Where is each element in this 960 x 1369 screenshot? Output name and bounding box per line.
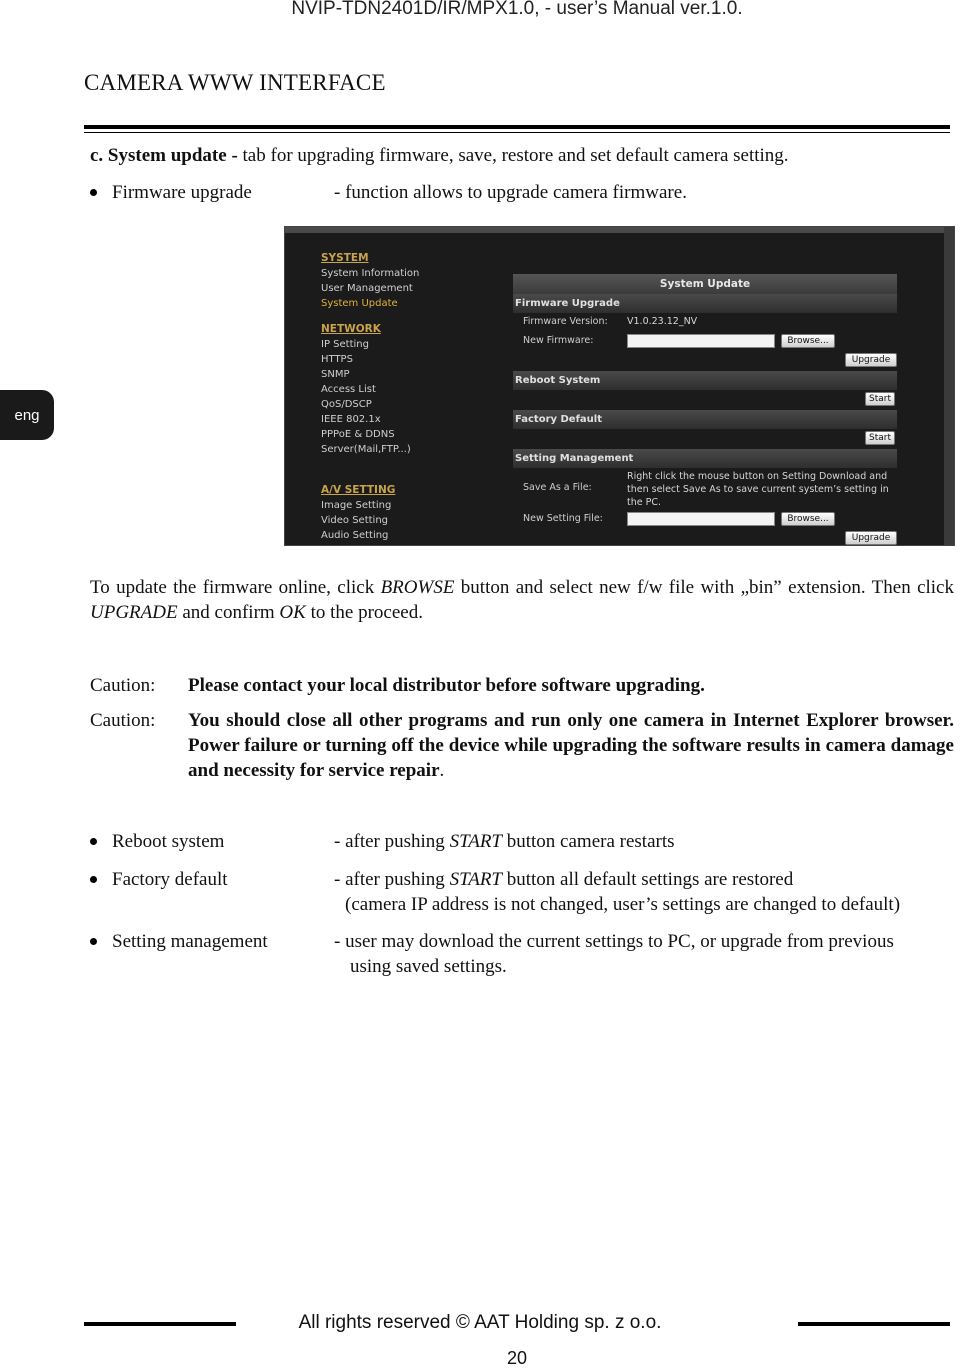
- new-setting-file-label: New Setting File:: [523, 513, 603, 524]
- caution-text-2: [188, 708, 954, 783]
- header-rule-thin: [84, 132, 950, 133]
- update-ok-word: OK: [279, 602, 306, 623]
- update-text-2: button and select new f/w file with „bin” extension. Then click: [454, 577, 954, 598]
- page-number: 20: [506, 1348, 528, 1368]
- row-factory: [513, 429, 897, 448]
- system-update-panel: [513, 274, 897, 546]
- panel-title: System Update: [513, 274, 897, 294]
- nav-item-server[interactable]: Server(Mail,FTP...): [321, 444, 411, 455]
- caution-text-1: Please contact your local distributor before software upgrading.: [188, 675, 705, 696]
- section-setting-management: Setting Management: [513, 449, 897, 468]
- setting-browse-button[interactable]: Browse...: [781, 512, 835, 526]
- intro-paragraph: [90, 143, 789, 168]
- reboot-start-button[interactable]: Start: [865, 392, 895, 406]
- setting-upgrade-button[interactable]: Upgrade: [845, 531, 897, 545]
- nav-item-https[interactable]: HTTPS: [321, 354, 353, 365]
- nav-section-system[interactable]: SYSTEM: [321, 252, 369, 264]
- caution-label-2: Caution:: [90, 710, 156, 731]
- nav-item-pppoe-ddns[interactable]: PPPoE & DDNS: [321, 429, 395, 440]
- nav-item-ieee-8021x[interactable]: IEEE 802.1x: [321, 414, 381, 425]
- bullet-label: Reboot system: [112, 831, 225, 852]
- bullet-desc: [334, 829, 675, 854]
- nav-item-image-setting[interactable]: Image Setting: [321, 500, 392, 511]
- bullet-firmware-upgrade: [90, 180, 960, 205]
- nav-item-video-setting[interactable]: Video Setting: [321, 515, 389, 526]
- nav-item-snmp[interactable]: SNMP: [321, 369, 350, 380]
- bullet-desc-part: - after pushing: [334, 831, 450, 852]
- intro-bold: c. System update -: [90, 145, 238, 166]
- nav-item-access-list[interactable]: Access List: [321, 384, 376, 395]
- bullet-desc-start: START: [449, 869, 502, 890]
- update-text-3: and confirm: [177, 602, 280, 623]
- nav-section-av-setting[interactable]: A/V SETTING: [321, 484, 396, 496]
- factory-default-start-button[interactable]: Start: [865, 431, 895, 445]
- bullet-desc-part: - after pushing: [334, 869, 450, 890]
- bullet-dot: [90, 838, 97, 845]
- row-new-setting-file: [513, 510, 897, 529]
- bullet-dot: [90, 876, 97, 883]
- camera-nav-menu: [321, 251, 461, 543]
- nav-item-qos-dscp[interactable]: QoS/DSCP: [321, 399, 372, 410]
- nav-item-system-update[interactable]: System Update: [321, 298, 398, 309]
- language-tab: eng: [0, 390, 54, 440]
- update-browse-word: BROWSE: [380, 577, 455, 598]
- header-rule-thick: [84, 125, 950, 129]
- section-reboot-system: Reboot System: [513, 371, 897, 390]
- row-upgrade: [513, 351, 897, 370]
- update-text-1: To update the firmware online, click: [90, 577, 381, 598]
- new-setting-file-input[interactable]: [627, 512, 775, 526]
- document-header-title: NVIP-TDN2401D/IR/MPX1.0, - user’s Manual ver.1.0.: [291, 0, 743, 19]
- row-reboot: [513, 390, 897, 409]
- firmware-version-label: Firmware Version:: [523, 316, 608, 327]
- row-firmware-version: [513, 313, 897, 332]
- bullet-desc-part: button all default settings are restored: [502, 869, 794, 890]
- caution-text-2-tail: .: [439, 760, 445, 781]
- nav-item-user-management[interactable]: User Management: [321, 283, 413, 294]
- new-firmware-label: New Firmware:: [523, 335, 594, 346]
- update-upgrade-word: UPGRADE: [90, 602, 178, 623]
- section-firmware-upgrade: Firmware Upgrade: [513, 294, 897, 313]
- intro-rest: tab for upgrading firmware, save, restore and set default camera setting.: [237, 145, 789, 166]
- screenshot-frame-top: [285, 227, 954, 233]
- save-as-file-label: Save As a File:: [523, 482, 592, 493]
- section-title: CAMERA WWW INTERFACE: [84, 70, 386, 95]
- bullet-factory-default: [90, 867, 960, 917]
- bullet-label: Firmware upgrade: [112, 182, 252, 203]
- bullet-label: Factory default: [112, 869, 228, 890]
- bullet-desc-start: START: [449, 831, 502, 852]
- firmware-upgrade-button[interactable]: Upgrade: [845, 353, 897, 367]
- footer-copyright: All rights reserved © AAT Holding sp. z o.o.: [298, 1312, 662, 1333]
- nav-item-audio-setting[interactable]: Audio Setting: [321, 530, 389, 541]
- bullet-dot: [90, 189, 97, 196]
- new-firmware-file-input[interactable]: [627, 334, 775, 348]
- nav-item-ip-setting[interactable]: IP Setting: [321, 339, 369, 350]
- bullet-desc: - function allows to upgrade camera firmware.: [334, 182, 687, 203]
- firmware-version-value: V1.0.23.12_NV: [627, 316, 698, 327]
- nav-item-system-information[interactable]: System Information: [321, 268, 420, 279]
- bullet-setting-management: [90, 929, 960, 979]
- row-new-firmware: [513, 332, 897, 351]
- caution-text-2-bold: You should close all other programs and run only one camera in Internet Explorer browser. Power failure or turning off the device while upgrading the software results in camera damage and necessity for service repair: [188, 710, 954, 781]
- nav-section-network[interactable]: NETWORK: [321, 323, 381, 335]
- row-setting-upgrade: [513, 529, 897, 546]
- bullet-reboot-system: [90, 829, 960, 854]
- update-text-4: to the proceed.: [305, 602, 423, 623]
- bullet-label: Setting management: [112, 931, 268, 952]
- section-factory-default: Factory Default: [513, 410, 897, 429]
- bullet-desc: - user may download the current settings to PC, or upgrade from previous: [334, 931, 894, 952]
- caution-label-1: Caution:: [90, 675, 156, 696]
- save-setting-note: Right click the mouse button on Setting Download and then select Save As to save current system’s setting in the PC.: [627, 471, 889, 508]
- update-instructions: [90, 575, 954, 625]
- bullet-desc: [334, 867, 793, 892]
- system-update-screenshot: [284, 226, 955, 546]
- row-save-as-file: [513, 468, 897, 510]
- bullet-desc-part: button camera restarts: [502, 831, 675, 852]
- screenshot-frame-right: [944, 227, 954, 545]
- firmware-browse-button[interactable]: Browse...: [781, 334, 835, 348]
- bullet-desc-line2: using saved settings.: [350, 956, 507, 977]
- bullet-desc-line2: (camera IP address is not changed, user’s settings are changed to default): [345, 894, 901, 915]
- bullet-dot: [90, 938, 97, 945]
